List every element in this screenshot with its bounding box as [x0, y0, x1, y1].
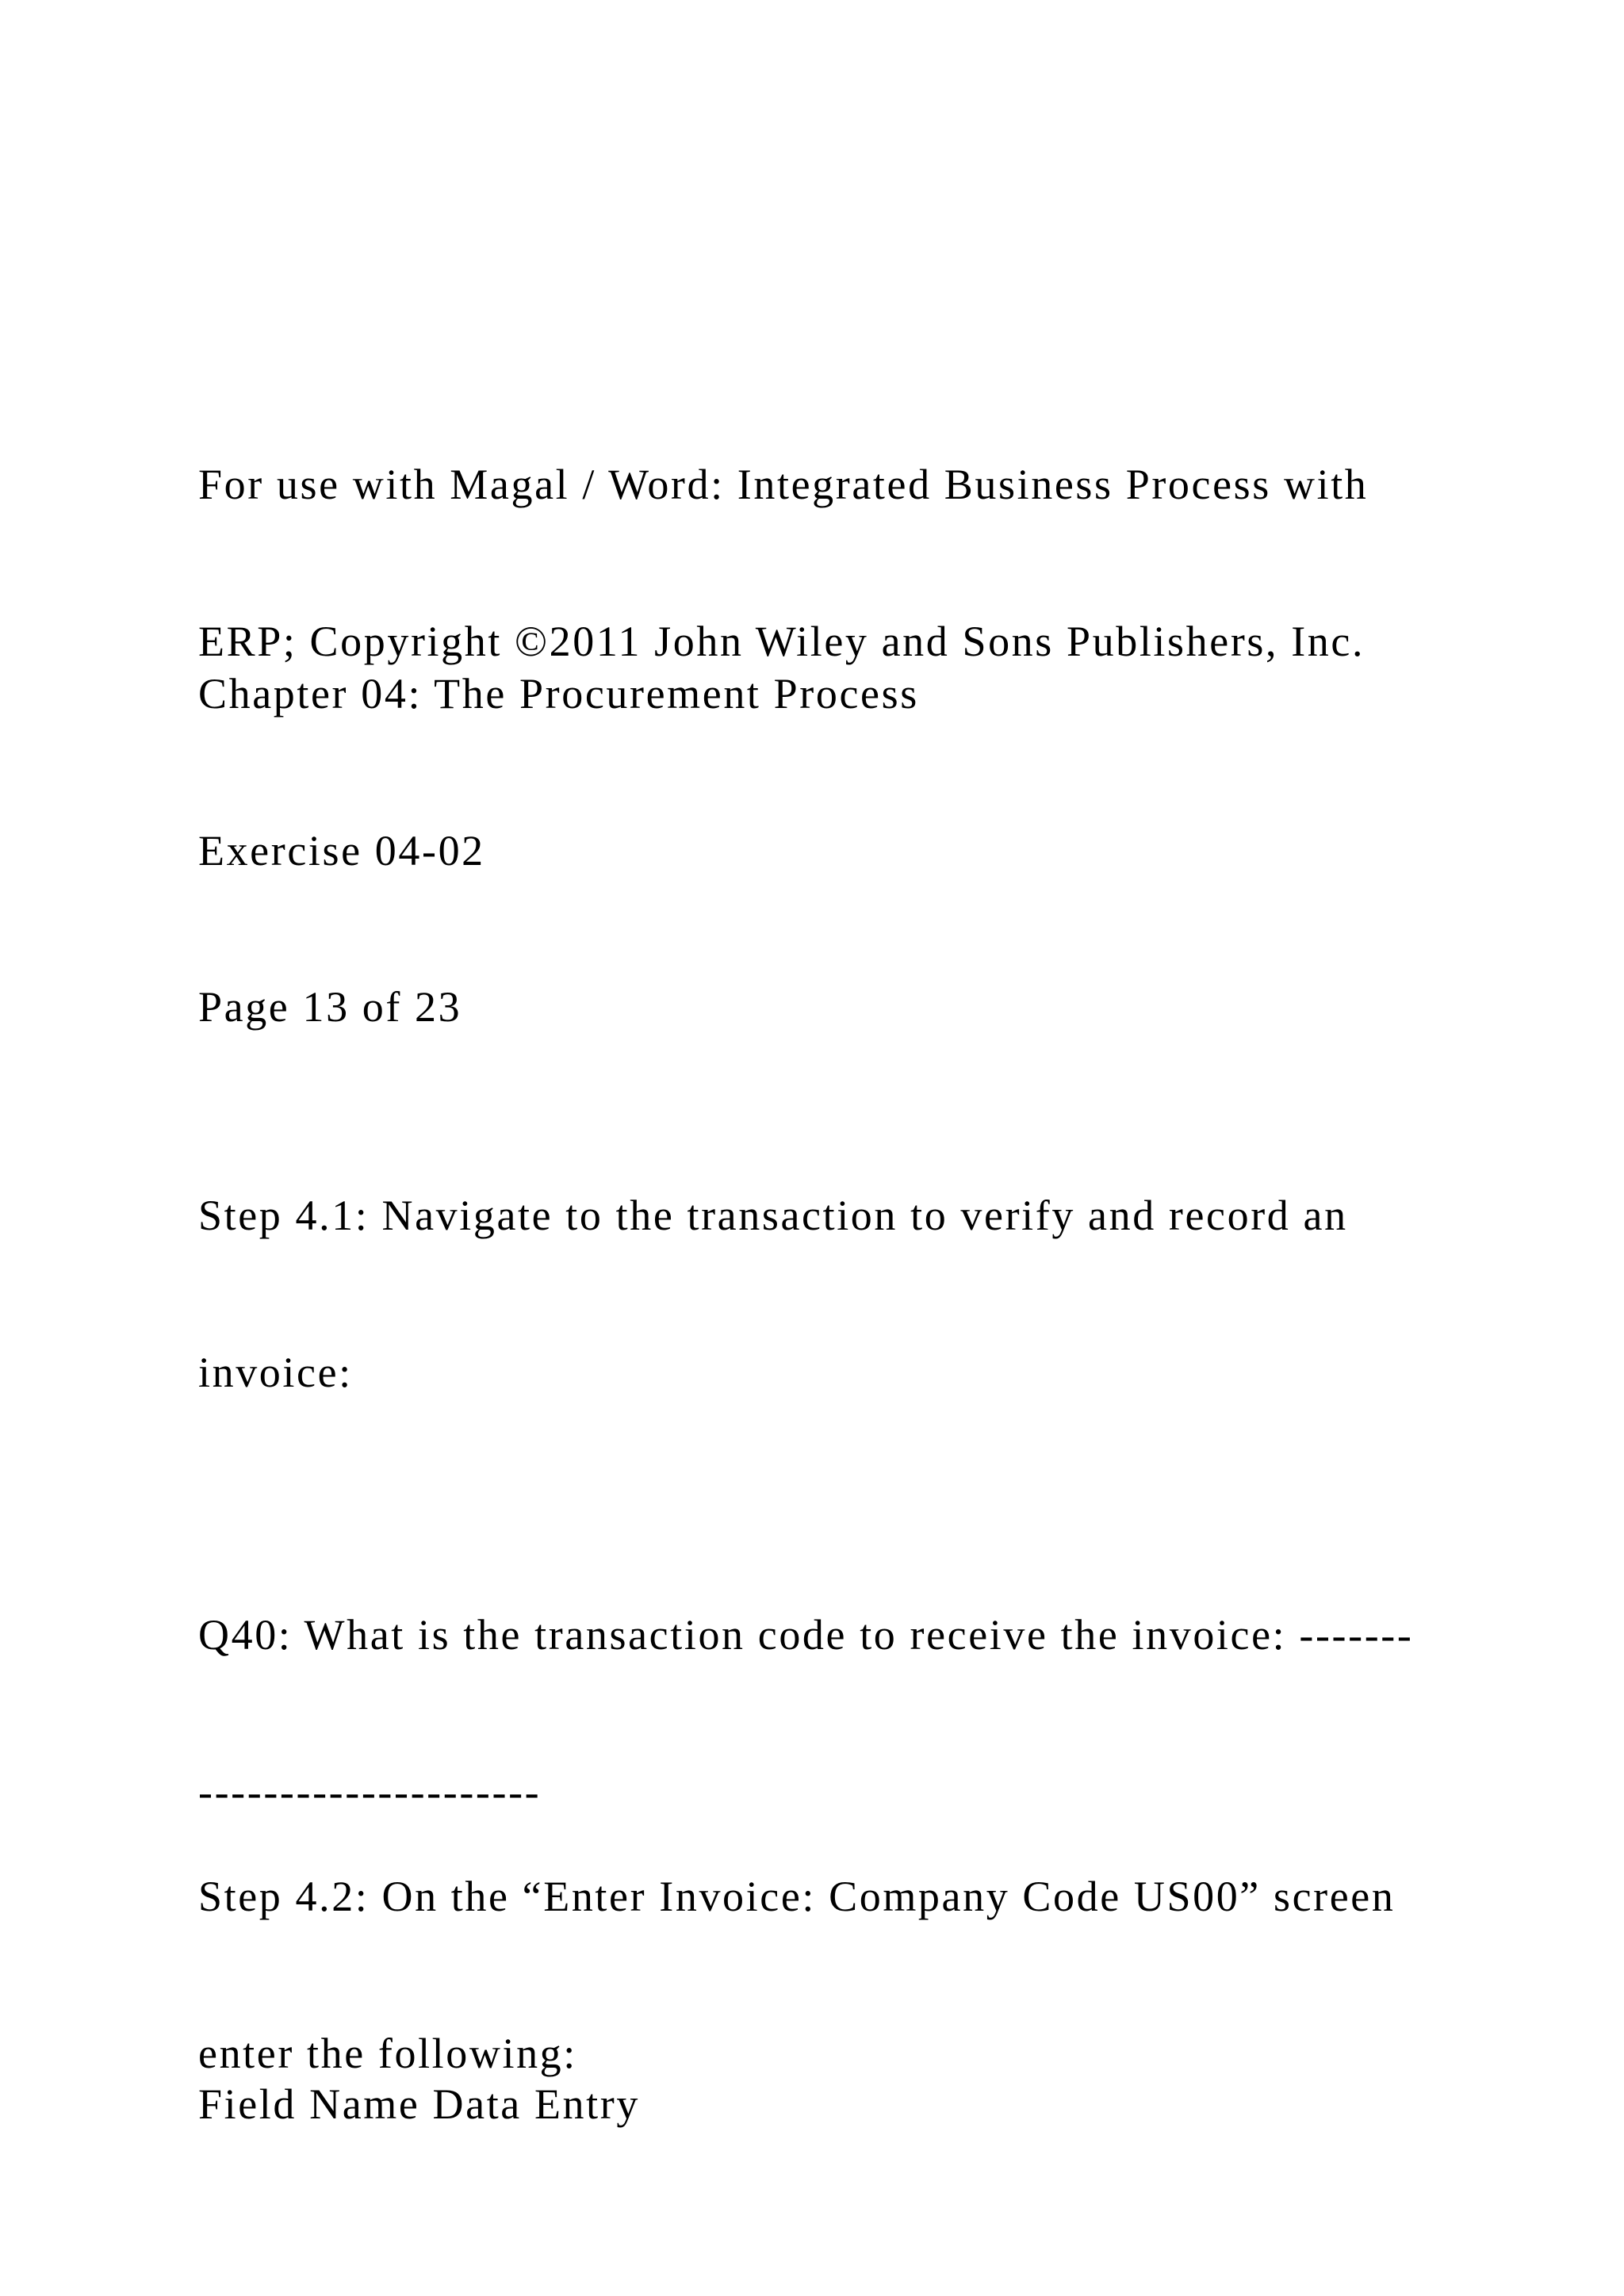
- step-4-1-line-2: invoice:: [198, 1349, 353, 1396]
- field-table-header-text: Field Name Data Entry: [198, 2080, 640, 2128]
- copyright-header-line-1: For use with Magal / Word: Integrated Business Process with: [198, 461, 1369, 508]
- exercise-label-text: Exercise 04-02: [198, 827, 485, 874]
- step-4-2-line-1: Step 4.2: On the “Enter Invoice: Company Code US00” screen: [198, 1873, 1396, 1920]
- chapter-title-text: Chapter 04: The Procurement Process: [198, 670, 919, 718]
- page-indicator-text: Page 13 of 23: [198, 983, 462, 1031]
- step-4-1-instruction: [198, 1085, 1435, 1503]
- field-table-header: [198, 1973, 1435, 2235]
- question-40-line-2: ---------------------: [198, 1768, 542, 1816]
- copyright-header-line-2: ERP; Copyright ©2011 John Wiley and Sons Publishers, Inc.: [198, 618, 1365, 665]
- question-40-line-1: Q40: What is the transaction code to receive the invoice: -------: [198, 1611, 1414, 1659]
- step-4-2-line-2: enter the following:: [198, 2030, 577, 2077]
- step-4-1-line-1: Step 4.1: Navigate to the transaction to verify and record an: [198, 1192, 1348, 1239]
